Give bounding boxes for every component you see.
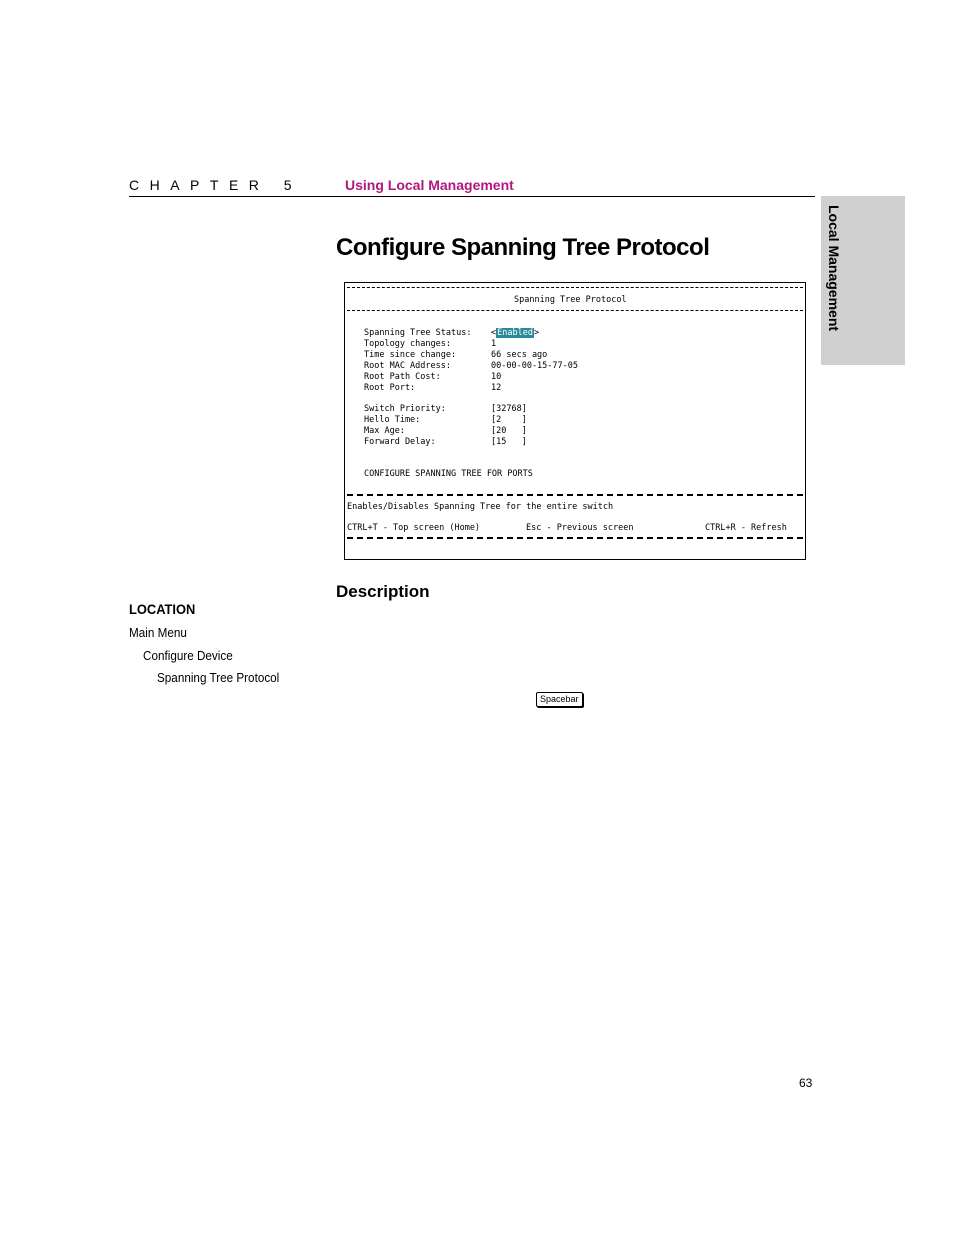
- field-value: 00-00-00-15-77-05: [491, 361, 578, 371]
- help-text: Enables/Disables Spanning Tree for the entire switch: [347, 502, 614, 512]
- divider: [347, 494, 803, 496]
- max-age-input[interactable]: [20 ]: [491, 426, 527, 436]
- hello-time-input[interactable]: [2 ]: [491, 415, 527, 425]
- description-heading: Description: [336, 582, 430, 601]
- header-rule: [129, 196, 815, 197]
- switch-priority-input[interactable]: [32768]: [491, 404, 527, 414]
- setting-label: Hello Time:: [364, 415, 421, 425]
- field-value: 1: [491, 339, 497, 349]
- page-number: 63: [799, 1076, 813, 1090]
- forward-delay-input[interactable]: [15 ]: [491, 437, 527, 447]
- status-value[interactable]: Enabled: [497, 328, 533, 338]
- chapter-title: Using Local Management: [345, 177, 514, 193]
- screen-title: Spanning Tree Protocol: [514, 295, 627, 305]
- location-path-item: Configure Device: [143, 648, 233, 663]
- setting-label: Switch Priority:: [364, 404, 446, 414]
- side-tab-label: Local Management: [826, 205, 842, 332]
- setting-label: Max Age:: [364, 426, 405, 436]
- location-path-item: Spanning Tree Protocol: [157, 670, 280, 685]
- field-value: 12: [491, 383, 502, 393]
- chapter-label: CHAPTER 5: [129, 177, 303, 193]
- divider: [347, 537, 803, 539]
- field-value: 66 secs ago: [491, 350, 548, 360]
- setting-label: Forward Delay:: [364, 437, 436, 447]
- configure-ports-link[interactable]: CONFIGURE SPANNING TREE FOR PORTS: [364, 469, 533, 479]
- field-label: Root MAC Address:: [364, 361, 451, 371]
- divider: [347, 310, 803, 311]
- spacebar-key-icon: Spacebar: [536, 692, 583, 707]
- field-label-status: Spanning Tree Status:: [364, 328, 472, 338]
- status-toggle[interactable]: <Enabled>: [491, 328, 540, 338]
- page-title: Configure Spanning Tree Protocol: [336, 234, 710, 261]
- footer-refresh[interactable]: CTRL+R - Refresh: [705, 523, 787, 533]
- location-heading: LOCATION: [129, 601, 196, 617]
- field-label: Root Port:: [364, 383, 416, 393]
- footer-top-screen[interactable]: CTRL+T - Top screen (Home): [347, 523, 481, 533]
- field-label: Topology changes:: [364, 339, 451, 349]
- footer-previous-screen[interactable]: Esc - Previous screen: [526, 523, 634, 533]
- field-label: Time since change:: [364, 350, 457, 360]
- terminal-screen: [344, 282, 806, 560]
- field-label: Root Path Cost:: [364, 372, 441, 382]
- location-path-item: Main Menu: [129, 625, 187, 640]
- field-value: 10: [491, 372, 502, 382]
- divider: [347, 287, 803, 288]
